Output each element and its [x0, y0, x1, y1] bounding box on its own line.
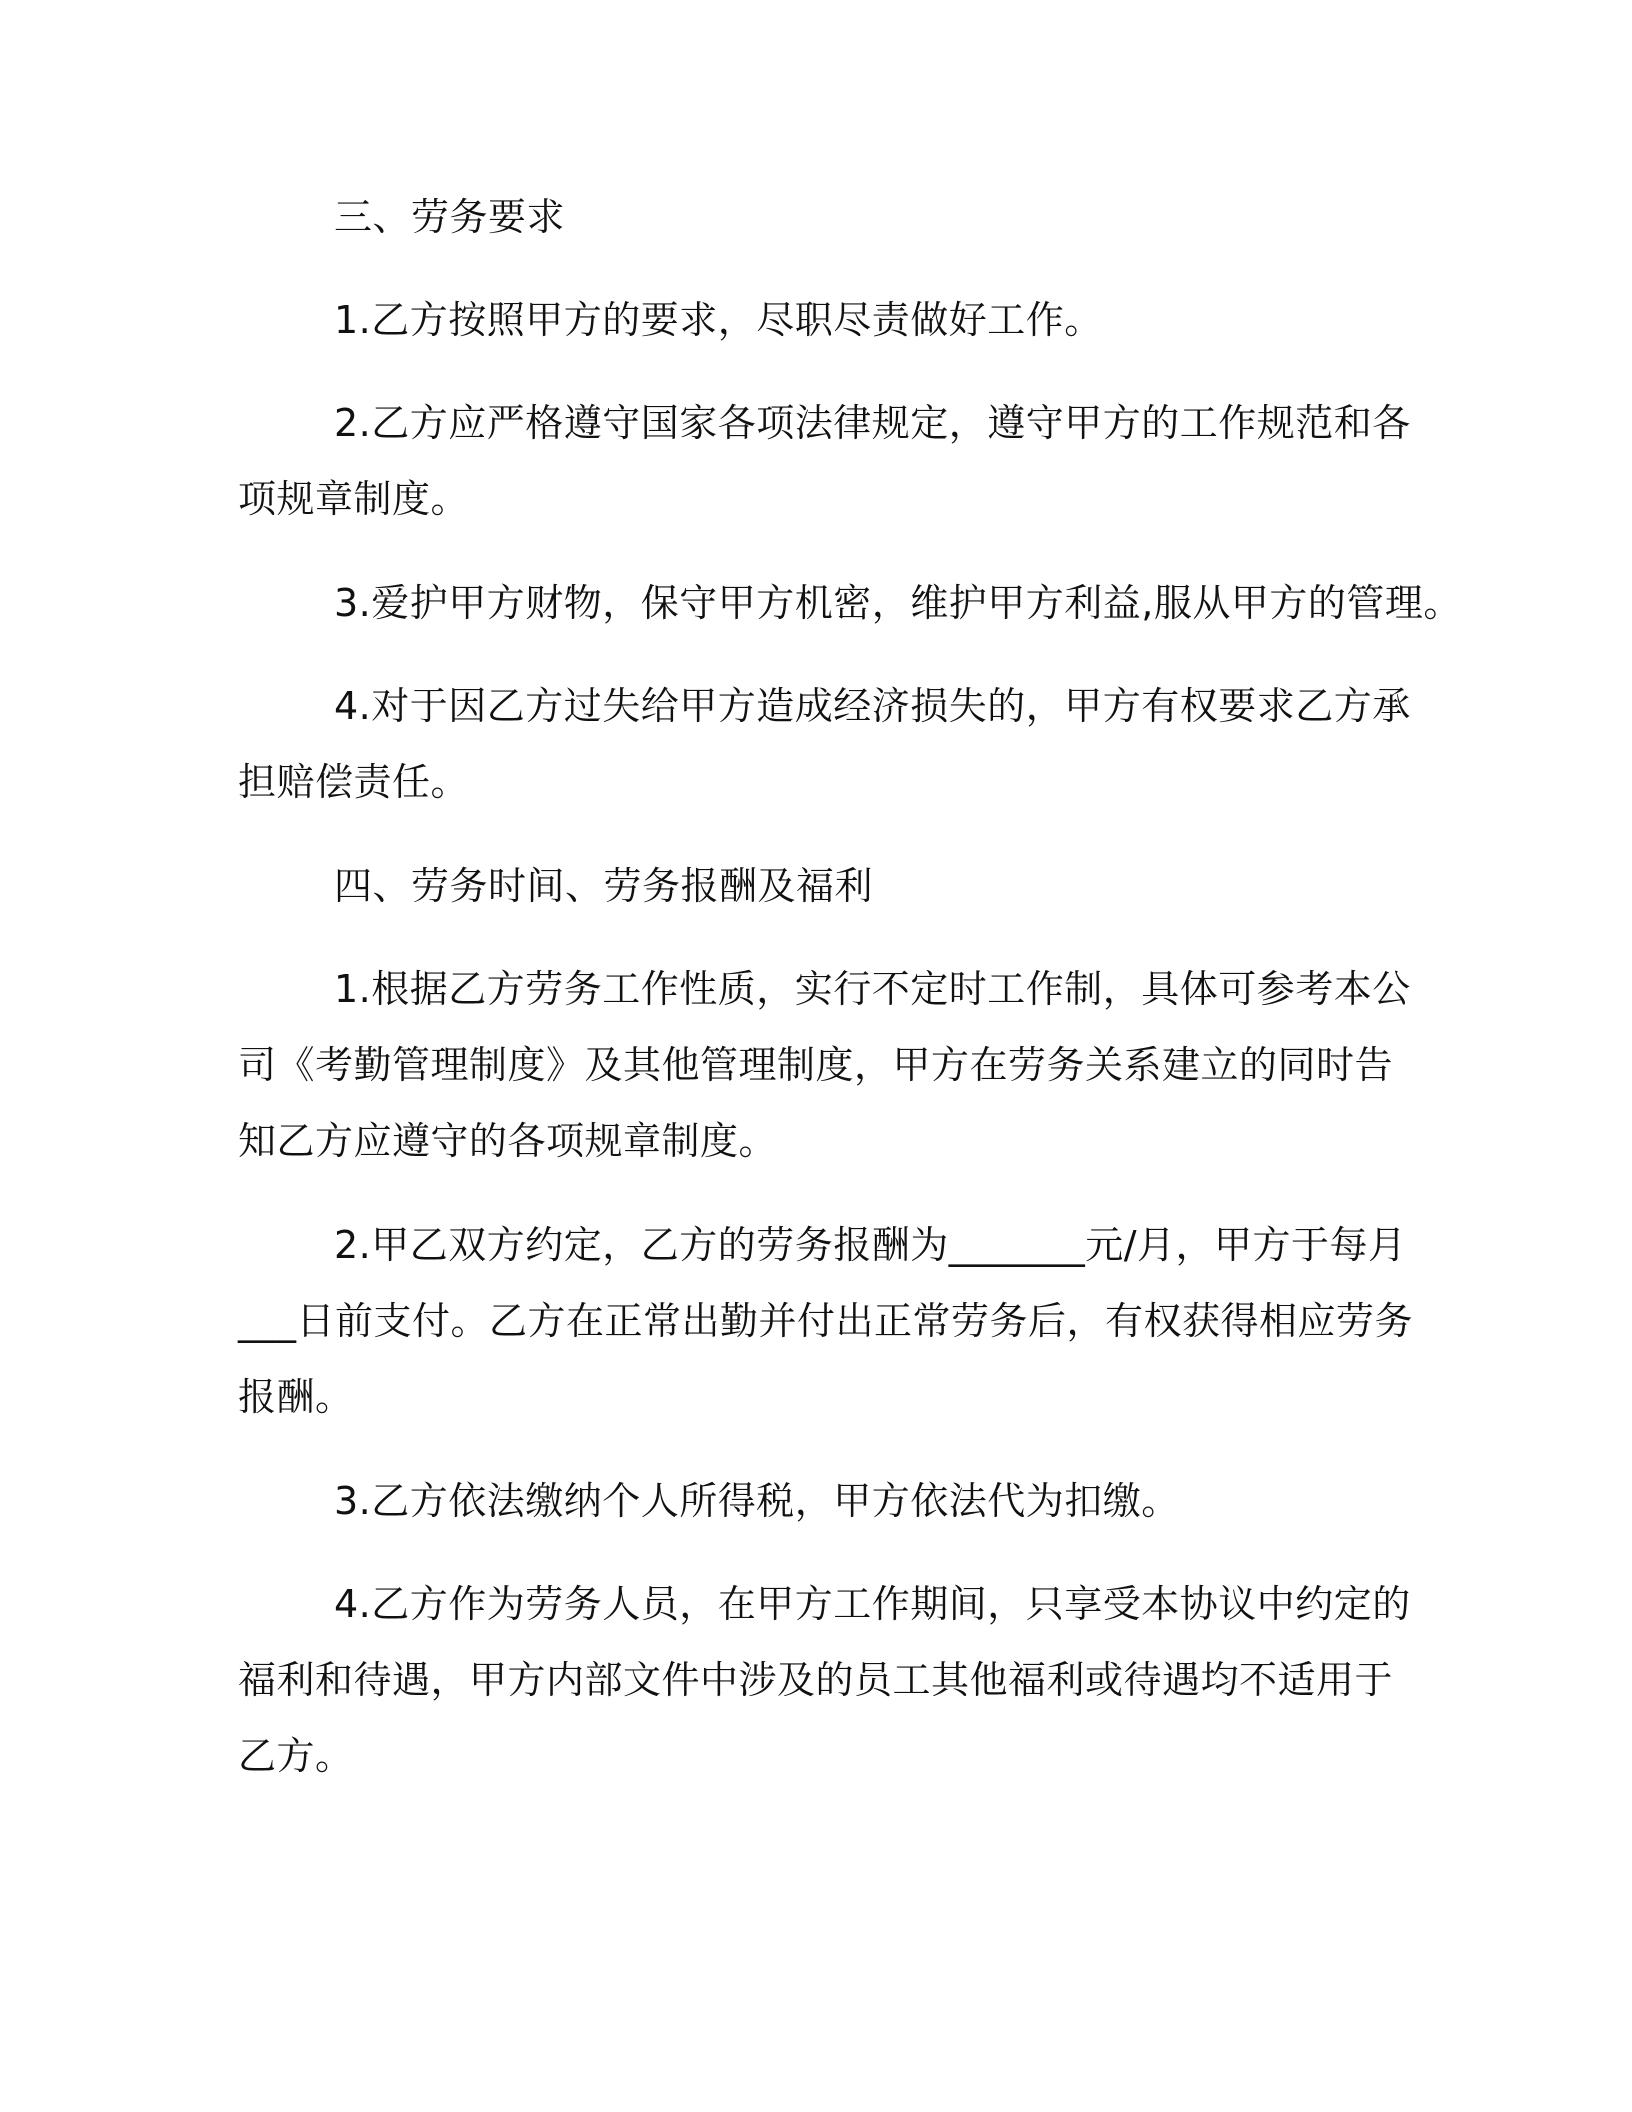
clause-line: 2.甲乙双方约定，乙方的劳务报酬为_______元/月，甲方于每月	[334, 1223, 1407, 1267]
clause-line: 乙方。	[238, 1734, 354, 1778]
clause-line: 知乙方应遵守的各项规章制度。	[238, 1119, 778, 1163]
section-3-heading: 三、劳务要求	[334, 195, 566, 239]
clause-line: 司《考勤管理制度》及其他管理制度，甲方在劳务关系建立的同时告	[238, 1043, 1394, 1087]
clause-line: 报酬。	[238, 1375, 354, 1419]
clause-line: 项规章制度。	[238, 477, 470, 521]
clause-line: ___日前支付。乙方在正常出勤并付出正常劳务后，有权获得相应劳务	[238, 1299, 1414, 1343]
clause-line: 3.爱护甲方财物，保守甲方机密，维护甲方利益,服从甲方的管理。	[334, 581, 1462, 625]
clause-line: 2.乙方应严格遵守国家各项法律规定，遵守甲方的工作规范和各	[334, 401, 1411, 445]
clause-line: 1.乙方按照甲方的要求，尽职尽责做好工作。	[334, 298, 1103, 342]
section-4-heading: 四、劳务时间、劳务报酬及福利	[334, 864, 874, 908]
clause-line: 1.根据乙方劳务工作性质，实行不定时工作制，具体可参考本公	[334, 967, 1411, 1011]
clause-line: 4.对于因乙方过失给甲方造成经济损失的，甲方有权要求乙方承	[334, 684, 1411, 728]
clause-line: 3.乙方依法缴纳个人所得税，甲方依法代为扣缴。	[334, 1479, 1180, 1523]
clause-line: 4.乙方作为劳务人员，在甲方工作期间，只享受本协议中约定的	[334, 1582, 1411, 1626]
clause-line: 福利和待遇，甲方内部文件中涉及的员工其他福利或待遇均不适用于	[238, 1658, 1394, 1702]
clause-line: 担赔偿责任。	[238, 760, 470, 804]
